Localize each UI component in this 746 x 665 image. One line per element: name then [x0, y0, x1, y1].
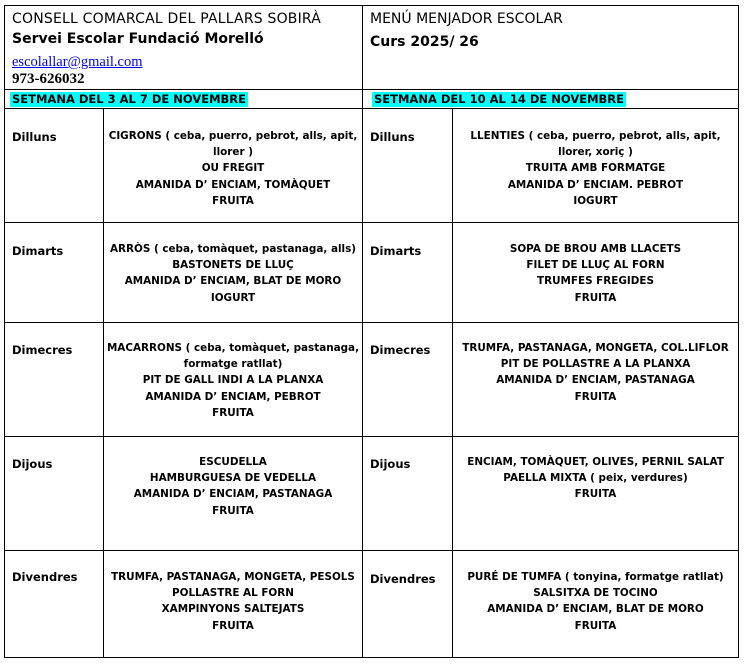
week-2-title: SETMANA DEL 10 AL 14 DE NOVEMBRE [374, 92, 625, 106]
day-label-w2-dijous: Dijous [370, 457, 411, 471]
menu-line: TRUMFES FREGIDES [537, 275, 654, 288]
border-middle [362, 5, 363, 658]
menu-line: AMANIDA D’ ENCIAM, PASTANAGA [496, 374, 695, 387]
phone-number: 973-626032 [12, 71, 85, 87]
menu-line: SALSITXA DE TOCINO [533, 587, 658, 600]
menu-line: MACARRONS ( ceba, tomàquet, pastanaga, [106, 342, 360, 354]
border-bottom [4, 657, 739, 658]
border-header-bottom [4, 89, 739, 90]
menu-line: LLENTIES ( ceba, puerro, pebrot, alls, apit, [470, 130, 721, 142]
menu-cell-w2-divendres [453, 569, 738, 634]
menu-cell-w1-dilluns [104, 128, 362, 209]
menu-line: formatge ratllat) [183, 358, 283, 371]
border-week-bottom [4, 108, 739, 109]
day-label-w1-dimarts: Dimarts [12, 244, 64, 258]
menu-cell-w2-dimecres [453, 340, 738, 405]
menu-line: TRUITA AMB FORMATGE [525, 162, 666, 175]
menu-line: BASTONETS DE LLUÇ [172, 259, 294, 272]
menu-line: ENCIAM, TOMÀQUET, OLIVES, PERNIL SALAT [467, 456, 724, 468]
menu-cell-w2-dimarts [453, 241, 738, 306]
menu-line: llorer ) [213, 146, 253, 159]
border-left [4, 5, 5, 658]
menu-line: FRUITA [212, 504, 254, 517]
menu-cell-w2-dijous [453, 454, 738, 503]
day-label-w2-dilluns: Dilluns [370, 130, 415, 144]
menu-line: FRUITA [212, 619, 254, 632]
day-label-w2-divendres: Divendres [370, 572, 436, 586]
border-top [4, 5, 739, 6]
menu-line: AMANIDA D’ ENCIAM, BLAT DE MORO [124, 275, 342, 288]
menu-cell-w1-dijous [104, 454, 362, 519]
menu-line: FRUITA [574, 488, 617, 501]
menu-line: AMANIDA D’ ENCIAM, PASTANAGA [133, 488, 333, 501]
menu-line: PAELLA MIXTA ( peix, verdures) [503, 472, 688, 485]
menu-cell-w2-dilluns [453, 128, 738, 209]
menu-line: IOGURT [210, 291, 256, 304]
menu-line: HAMBURGUESA DE VEDELLA [149, 472, 317, 485]
menu-line: POLLASTRE AL FORN [172, 587, 294, 600]
day-label-w1-divendres: Divendres [12, 570, 78, 584]
menu-line: FRUITA [574, 619, 617, 632]
email-link[interactable]: escolallar@gmail.com [12, 54, 143, 70]
menu-line: AMANIDA D’ ENCIAM. PEBROT [507, 178, 684, 191]
menu-line: TRUMFA, PASTANAGA, MONGETA, COL.LIFLOR [462, 342, 729, 354]
border-row-4 [4, 550, 739, 551]
menu-cell-w1-dimarts [104, 241, 362, 306]
menu-line: AMANIDA D’ ENCIAM, BLAT DE MORO [487, 603, 704, 616]
border-row-2 [4, 322, 739, 323]
menu-line: AMANIDA D’ ENCIAM, TOMÀQUET [135, 178, 331, 191]
menu-line: PIT DE POLLASTRE A LA PLANXA [500, 358, 691, 371]
course-title: Curs 2025/ 26 [370, 34, 479, 50]
day-label-w2-dimecres: Dimecres [370, 343, 431, 357]
menu-title: MENÚ MENJADOR ESCOLAR [370, 11, 563, 27]
menu-cell-w1-divendres [104, 569, 362, 634]
menu-line: PIT DE GALL INDI A LA PLANXA [142, 374, 324, 387]
menu-line: FRUITA [574, 390, 617, 403]
week-1-title: SETMANA DEL 3 AL 7 DE NOVEMBRE [12, 92, 247, 106]
day-label-w1-dijous: Dijous [12, 457, 53, 471]
menu-line: AMANIDA D’ ENCIAM, PEBROT [145, 390, 321, 403]
day-label-w1-dimecres: Dimecres [12, 343, 73, 357]
service-title: Servei Escolar Fundació Morelló [12, 31, 264, 47]
border-row-1 [4, 222, 739, 223]
menu-line: OU FREGIT [201, 162, 265, 175]
menu-line: SOPA DE BROU AMB LLACETS [509, 243, 682, 255]
org-title: CONSELL COMARCAL DEL PALLARS SOBIRÀ [12, 11, 322, 27]
day-label-w2-dimarts: Dimarts [370, 244, 422, 258]
menu-line: FRUITA [212, 194, 254, 207]
menu-line: FILET DE LLUÇ AL FORN [526, 259, 665, 272]
border-right [738, 5, 739, 658]
menu-line: CIGRONS ( ceba, puerro, pebrot, alls, apit, [108, 130, 358, 142]
menu-line: PURÉ DE TUMFA ( tonyina, formatge ratllat) [467, 571, 724, 583]
menu-line: FRUITA [212, 406, 254, 419]
border-row-3 [4, 436, 739, 437]
menu-line: FRUITA [574, 291, 617, 304]
menu-line: ESCUDELLA [199, 456, 267, 468]
menu-line: ARRÒS ( ceba, tomàquet, pastanaga, alls) [109, 243, 357, 255]
menu-line: TRUMFA, PASTANAGA, MONGETA, PESOLS [111, 571, 355, 583]
menu-line: XAMPINYONS SALTEJATS [161, 603, 305, 616]
menu-line: llorer, xoriç ) [558, 146, 633, 159]
menu-cell-w1-dimecres [104, 340, 362, 421]
menu-line: IOGURT [573, 194, 618, 207]
day-label-w1-dilluns: Dilluns [12, 130, 57, 144]
